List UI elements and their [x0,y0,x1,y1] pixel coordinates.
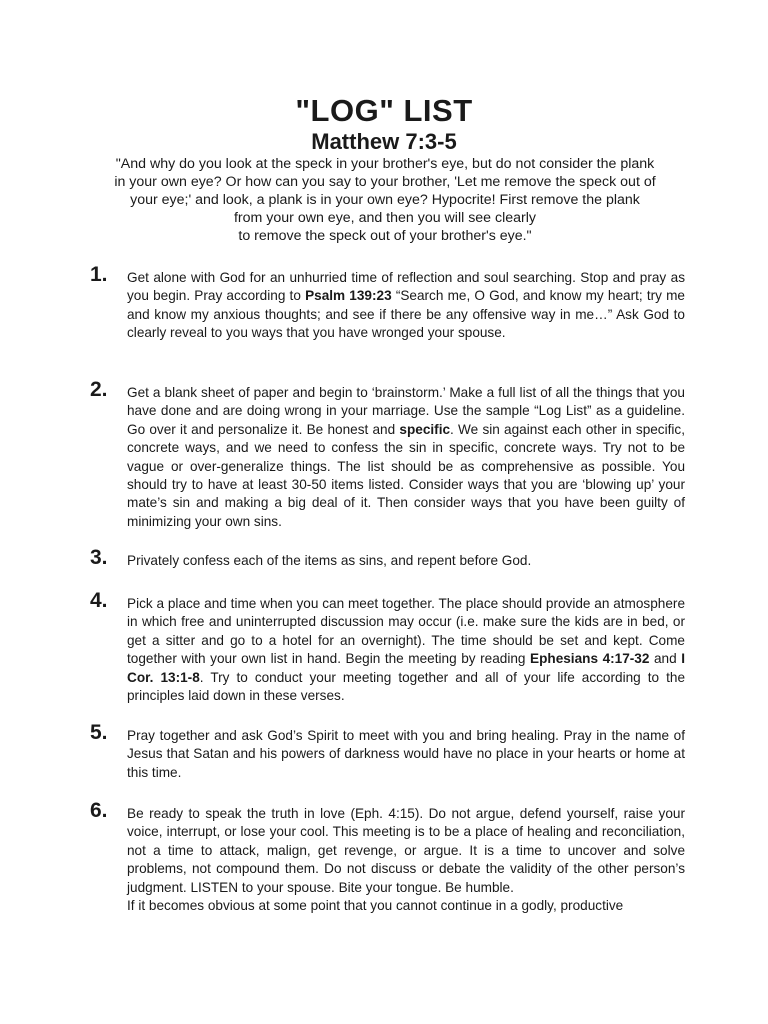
quote-line: from your own eye, and then you will see clearly [233,210,537,226]
quote-line: your eye;' and look, a plank is in your own eye? Hypocrite! First remove the plank [130,192,640,208]
item-number: 4. [90,589,108,612]
list-item-2 [90,378,685,531]
bible-reference: Psalm 139:23 [305,288,392,304]
item-text: Privately confess each of the items as sins, and repent before God. [127,553,532,568]
item-text: Pray together and ask God’s Spirit to meet with you and bring healing. Pray in the name of Jesus that Satan and his powers of darkness would have no place in your hearts or home at this time. [127,728,685,780]
list-item-4 [90,589,686,705]
item-number: 6. [90,799,108,822]
item-text-continued: If it becomes obvious at some point that you cannot continue in a godly, productive [127,898,624,914]
item-number: 1. [90,263,108,286]
quote-line: in your own eye? Or how can you say to your brother, 'Let me remove the speck out of [114,174,656,190]
bible-reference: Ephesians 4:17-32 [530,651,650,667]
list-item-5 [90,721,685,782]
bible-reference: I Cor. 13:1-8 [127,651,685,685]
emphasis-text: specific [399,421,451,437]
item-number: 2. [90,378,108,401]
item-text: Get alone with God for an unhurried time of reflection and soul searching. Stop and pray as you begin. Pray according to Psalm 139:23 “Search me, O God, and know my heart; try me and know my anxious thoughts; and see if there be any offensive way in me…” Ask God to clearly reveal to you ways that you have wronged your spouse. [127,270,685,341]
page-title: "LOG" LIST [295,93,473,128]
quote-line: to remove the speck out of your brother's eye." [238,228,532,244]
scripture-quote [80,155,690,245]
item-number: 5. [90,721,108,744]
item-text: Get a blank sheet of paper and begin to ‘brainstorm.’ Make a full list of all the things that you have done and are doing wrong in your marriage. Use the sample “Log List” as a guideline. Go over it and personalize it. Be honest and specific. We sin against each other in specific, concrete ways, and we need to confess the sin in specific, concrete ways. Try not to be vague or over-generalize things. The list should be as comprehensive as possible. You should try to have at least 30-50 items listed. Consider ways that you are ‘blowing up’ your mate’s sin and making a big deal of it. Then consider ways that you have been guilty of minimizing your own sins. [127,385,685,529]
item-text: Pick a place and time when you can meet together. The place should provide an atmosphere in which free and uninterrupted discussion may occur (i.e. make sure the kids are in bed, or get a sitter and go to a hotel for an overnight). The time should be set and kept. Come together with your own list in hand. Begin the meeting by reading Ephesians 4:17-32 and I Cor. 13:1-8. Try to conduct your meeting together and all of your life according to the principles laid down in these verses. [127,596,686,704]
item-text: Be ready to speak the truth in love (Eph. 4:15). Do not argue, defend yourself, raise your voice, interrupt, or lose your cool. This meeting is to be a place of healing and reconciliation, not a time to attack, malign, get revenge, or argue. It is a time to uncover and solve problems, not compound them. Do not discuss or debate the validity of the other person’s judgment. LISTEN to your spouse. Bite your tongue. Be humble. If it becomes obvious at some point that you cannot continue in a godly, productive [127,805,685,915]
item-number: 3. [90,546,108,569]
list-item-3 [90,546,685,570]
scripture-reference: Matthew 7:3-5 [311,129,457,154]
list-item-6 [90,799,685,915]
quote-line: "And why do you look at the speck in your brother's eye, but do not consider the plank [115,156,655,172]
list-item-1 [90,263,685,343]
